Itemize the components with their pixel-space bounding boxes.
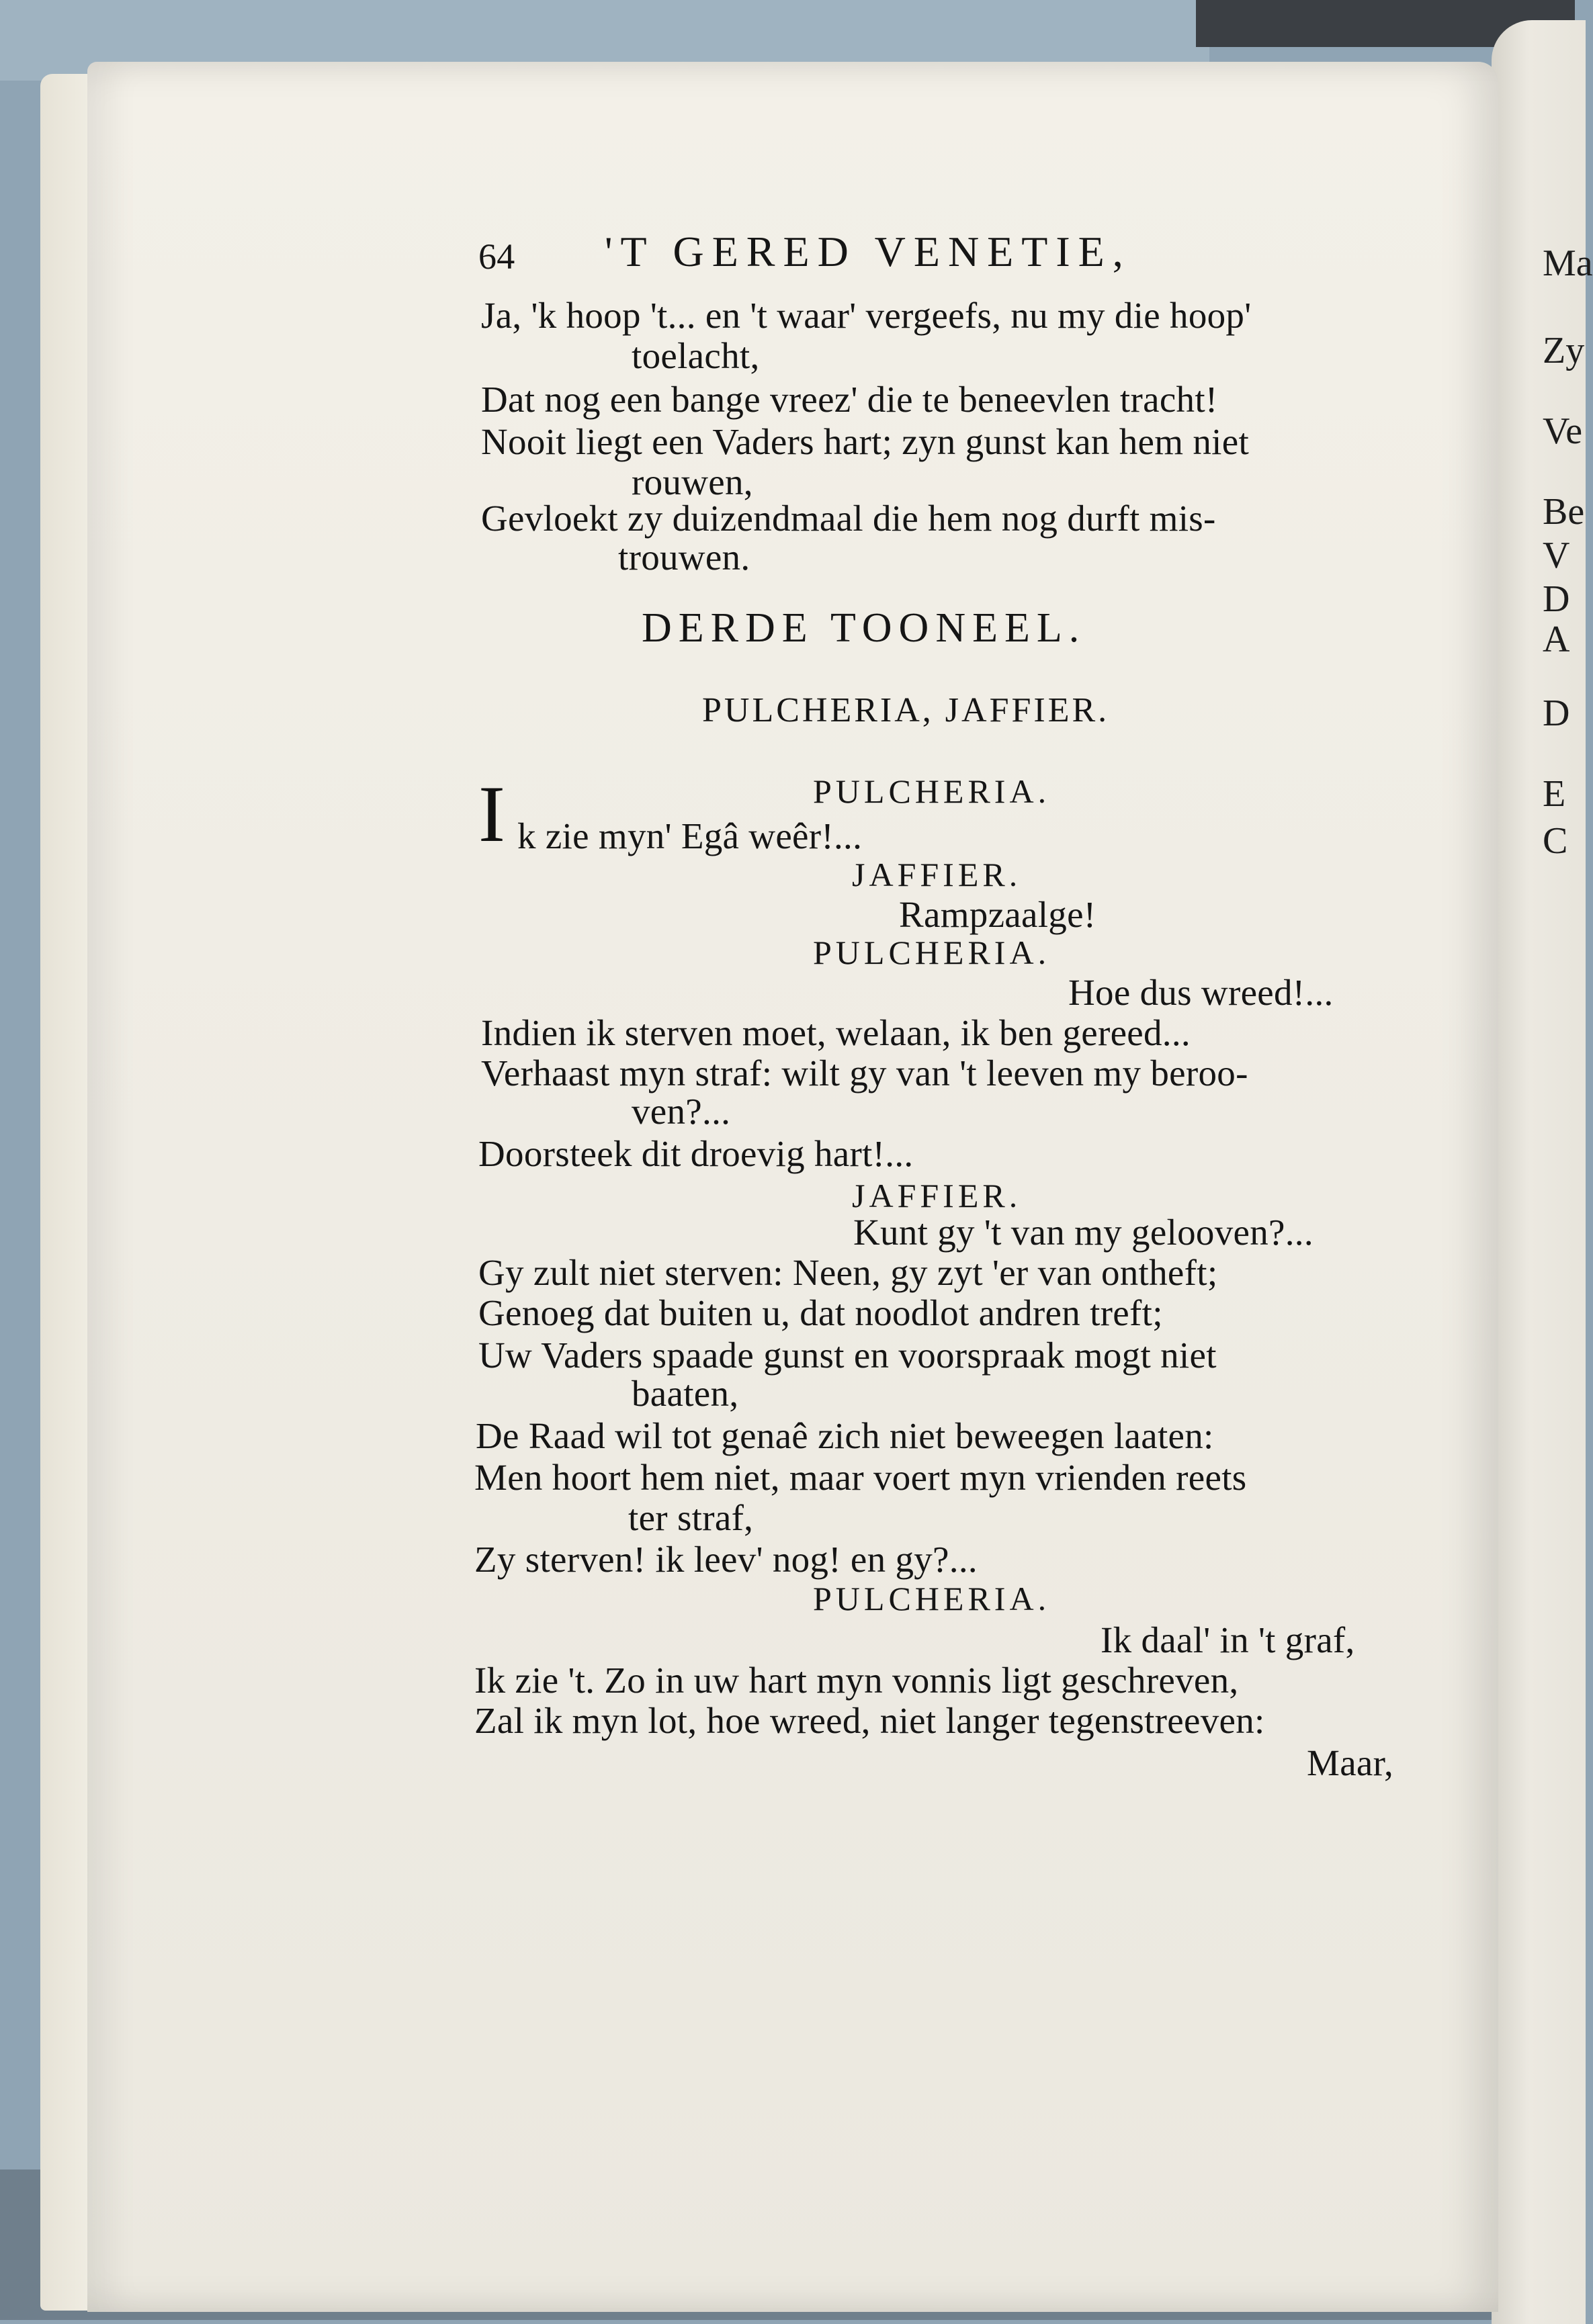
facing-fragment: V	[1543, 535, 1570, 576]
verse-line: toelacht,	[632, 335, 760, 376]
speaker-name: PULCHERIA.	[813, 772, 1051, 810]
verse-line: Gevloekt zy duizendmaal die hem nog durft mis-	[481, 498, 1216, 539]
speaker-name: JAFFIER.	[852, 856, 1022, 893]
verse-line: rouwen,	[632, 461, 753, 502]
dialogue-line: ven?...	[632, 1091, 731, 1132]
dialogue-line: Men hoort hem niet, maar voert myn vrienden reets	[474, 1457, 1247, 1498]
dialogue-line: Doorsteek dit droevig hart!...	[478, 1133, 914, 1174]
speaker-name: JAFFIER.	[852, 1177, 1022, 1214]
page-number: 64	[478, 236, 515, 277]
speaker-name: PULCHERIA.	[813, 934, 1051, 971]
scene-title: DERDE TOONEEL.	[642, 605, 1086, 651]
facing-page	[1492, 20, 1593, 2324]
dialogue-line: Gy zult niet sterven: Neen, gy zyt 'er van ontheft;	[478, 1252, 1218, 1293]
dialogue-line: Zy sterven! ik leev' nog! en gy?...	[474, 1539, 978, 1580]
facing-fragment: Zy	[1543, 330, 1585, 371]
verse-line: Dat nog een bange vreez' die te beneevlen tracht!	[481, 379, 1218, 420]
dialogue-line: Kunt gy 't van my gelooven?...	[853, 1212, 1314, 1253]
dialogue-line: baaten,	[632, 1373, 739, 1414]
dialogue-line: Rampzaalge!	[899, 894, 1096, 935]
catchword: Maar,	[1307, 1742, 1394, 1783]
dialogue-line: Ik zie 't. Zo in uw hart myn vonnis ligt geschreven,	[474, 1660, 1239, 1701]
facing-fragment: Ma	[1543, 242, 1593, 284]
running-title: 'T GERED VENETIE,	[605, 228, 1131, 275]
facing-fragment: Be	[1543, 491, 1585, 533]
facing-fragment: D	[1543, 692, 1570, 734]
speaker-name: PULCHERIA.	[813, 1580, 1051, 1617]
dialogue-line: Genoeg dat buiten u, dat noodlot andren treft;	[478, 1292, 1163, 1333]
dialogue-line: Verhaast myn straf: wilt gy van 't leeven my beroo-	[481, 1053, 1248, 1093]
verse-line: trouwen.	[618, 537, 750, 578]
verse-line: Ja, 'k hoop 't... en 't waar' vergeefs, nu my die hoop'	[481, 295, 1252, 336]
dialogue-line: Ik daal' in 't graf,	[1101, 1619, 1355, 1660]
facing-fragment: E	[1543, 773, 1566, 815]
verse-line: Nooit liegt een Vaders hart; zyn gunst kan hem niet	[481, 421, 1250, 462]
dialogue-line: Zal ik myn lot, hoe wreed, niet langer tegenstreeven:	[474, 1700, 1265, 1741]
dialogue-line: Hoe dus wreed!...	[1068, 972, 1334, 1013]
dialogue-line: Indien ik sterven moet, welaan, ik ben gereed...	[481, 1012, 1191, 1053]
drop-cap: I	[478, 769, 505, 858]
dialogue-line: Uw Vaders spaade gunst en voorspraak mogt niet	[478, 1335, 1217, 1376]
facing-fragment: A	[1543, 619, 1570, 660]
facing-fragment: Ve	[1543, 410, 1583, 452]
facing-fragment: C	[1543, 820, 1568, 862]
cast-list: PULCHERIA, JAFFIER.	[702, 691, 1110, 729]
facing-fragment: D	[1543, 578, 1570, 620]
dialogue-line: De Raad wil tot genaê zich niet beweegen laaten:	[476, 1415, 1214, 1456]
dialogue-line: ter straf,	[628, 1497, 754, 1538]
dialogue-line: k zie myn' Egâ weêr!...	[517, 815, 863, 856]
